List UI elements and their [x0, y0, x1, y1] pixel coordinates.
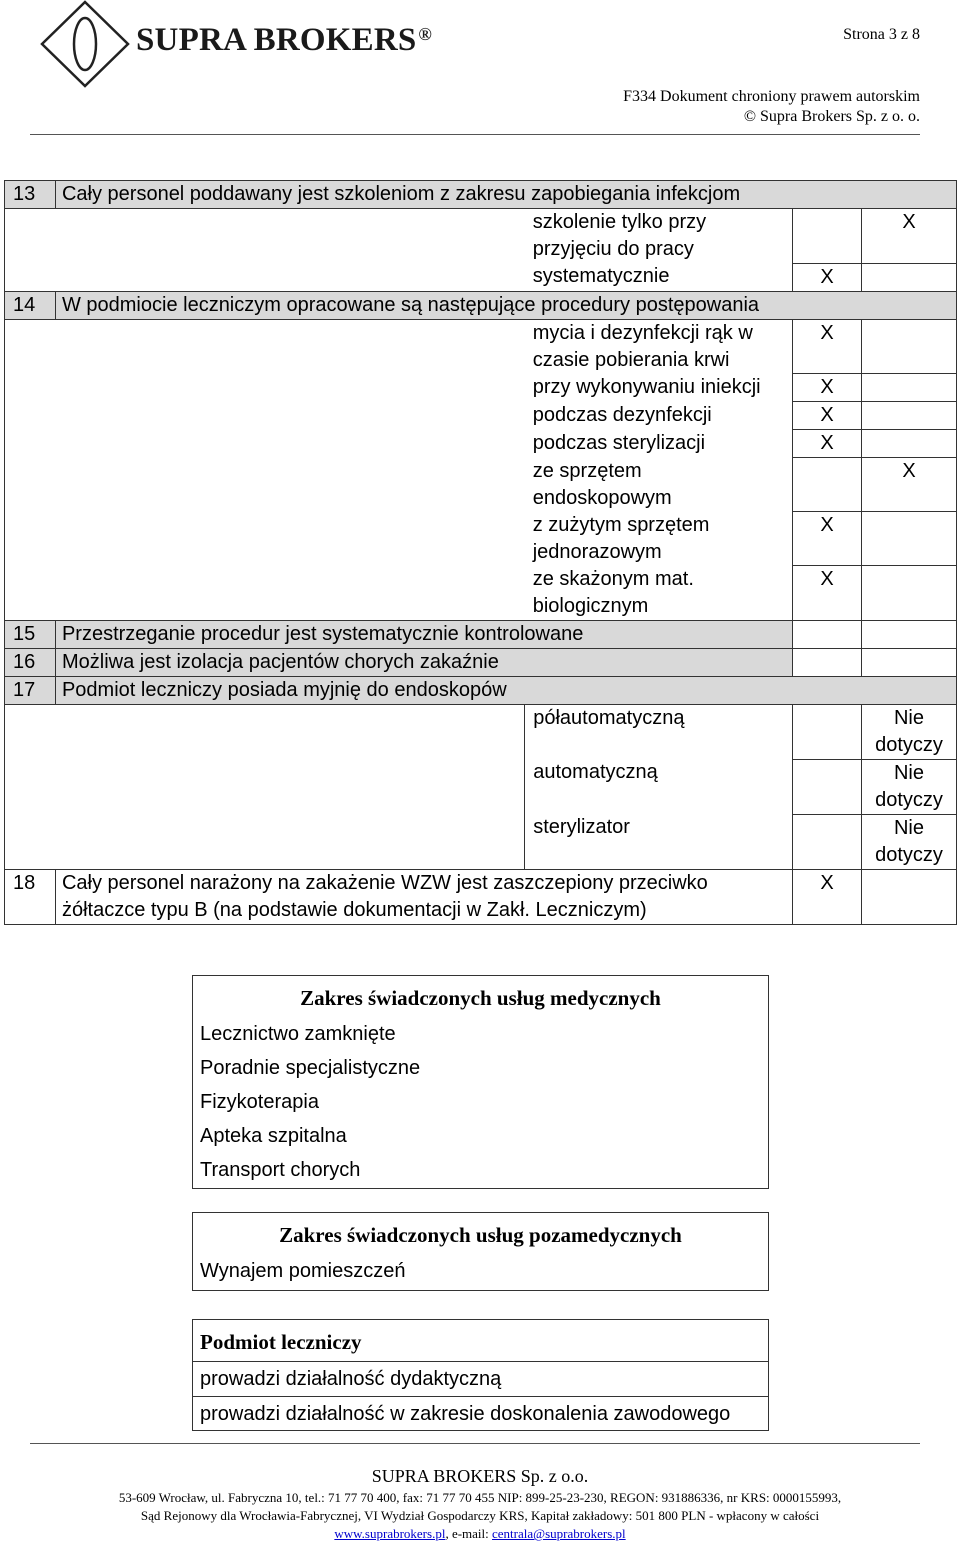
- option-row: [5, 209, 957, 264]
- answer-cell: [793, 648, 862, 676]
- email-label: , e-mail:: [445, 1526, 493, 1541]
- email-link[interactable]: centrala@suprabrokers.pl: [492, 1526, 626, 1541]
- option-label: podczas dezynfekcji: [525, 402, 793, 430]
- answer-cell: X: [793, 319, 862, 374]
- question-number: 18: [5, 869, 56, 924]
- question-text: Cały personel narażony na zakażenie WZW jest zaszczepiony przeciwko żółtaczce typu B (na podstawie dokumentacji w Zakł. Leczniczym): [55, 869, 792, 924]
- footer-contact: [0, 1526, 960, 1542]
- entity-item: prowadzi działalność dydaktyczną: [193, 1361, 768, 1396]
- footer-address: 53-609 Wrocław, ul. Fabryczna 10, tel.: 71 77 70 400, fax: 71 77 70 455 NIP: 899-25-23-230, REGON: 931886336, nr KRS: 0000155993,: [118, 1490, 842, 1505]
- option-row: [5, 263, 957, 291]
- registered-mark: ®: [418, 24, 433, 44]
- answer-cell: [861, 620, 956, 648]
- answer-cell: X: [793, 374, 862, 402]
- answer-cell: X: [861, 209, 956, 264]
- footer-divider: [30, 1443, 920, 1444]
- medical-service-item: Transport chorych: [200, 1159, 361, 1181]
- option-label: systematycznie: [525, 263, 793, 291]
- option-label: szkolenie tylko przy przyjęciu do pracy: [525, 209, 793, 264]
- header-divider: [30, 134, 920, 135]
- answer-cell: X: [793, 263, 862, 291]
- answer-cell: [861, 869, 956, 924]
- question-text: Cały personel poddawany jest szkoleniom z zakresu zapobiegania infekcjom: [55, 181, 956, 209]
- entity-item: prowadzi działalność w zakresie doskonalenia zawodowego: [193, 1396, 768, 1431]
- question-number: 14: [5, 291, 56, 319]
- question-row-14: [5, 291, 957, 319]
- answer-cell: X: [793, 869, 862, 924]
- option-label: z zużytym sprzętem jednorazowym: [525, 512, 793, 566]
- option-label: automatyczną: [525, 759, 793, 814]
- option-label: ze sprzętem endoskopowym: [525, 458, 793, 512]
- question-text: Możliwa jest izolacja pacjentów chorych zakaźnie: [55, 648, 792, 676]
- option-label: przy wykonywaniu iniekcji: [525, 374, 793, 402]
- question-text: W podmiocie leczniczym opracowane są następujące procedury postępowania: [55, 291, 956, 319]
- question-text: Podmiot leczniczy posiada myjnię do endoskopów: [55, 676, 956, 704]
- nonmedical-services-title: Zakres świadczonych usług pozamedycznych: [279, 1223, 682, 1247]
- answer-cell: [861, 648, 956, 676]
- question-row-18: [5, 869, 957, 924]
- answer-cell: X: [793, 430, 862, 458]
- website-link[interactable]: www.suprabrokers.pl: [334, 1526, 446, 1541]
- option-row: [5, 566, 957, 621]
- answer-cell: X: [793, 566, 862, 621]
- question-row-16: [5, 648, 957, 676]
- question-number: 15: [5, 620, 56, 648]
- option-row: [5, 704, 957, 759]
- option-row: [5, 458, 957, 512]
- answer-cell: [793, 759, 862, 814]
- option-row: [5, 374, 957, 402]
- answer-cell: [793, 620, 862, 648]
- option-row: [5, 814, 957, 869]
- answer-cell: Nie dotyczy: [861, 814, 956, 869]
- medical-service-item: Lecznictwo zamknięte: [200, 1023, 396, 1045]
- footer-court: Sąd Rejonowy dla Wrocławia-Fabrycznej, VI Wydział Gospodarczy KRS, Kapitał zakładowy: 501 800 PLN - wpłacony w całości: [140, 1508, 820, 1523]
- question-number: 16: [5, 648, 56, 676]
- question-number: 13: [5, 181, 56, 209]
- medical-service-item: Fizykoterapia: [200, 1091, 319, 1113]
- option-label: sterylizator: [525, 814, 793, 869]
- answer-cell: X: [793, 402, 862, 430]
- option-row: [5, 430, 957, 458]
- answer-cell: [861, 430, 956, 458]
- document-notice: F334 Dokument chroniony prawem autorskim: [623, 88, 920, 105]
- answer-cell: [793, 704, 862, 759]
- answer-cell: [861, 566, 956, 621]
- option-row: [5, 759, 957, 814]
- footer-company: SUPRA BROKERS Sp. z o.o.: [371, 1466, 589, 1486]
- answer-cell: Nie dotyczy: [861, 759, 956, 814]
- option-label: podczas sterylizacji: [525, 430, 793, 458]
- answer-cell: Nie dotyczy: [861, 704, 956, 759]
- medical-service-item: Apteka szpitalna: [200, 1125, 347, 1147]
- nonmedical-service-item: Wynajem pomieszczeń: [200, 1260, 406, 1282]
- medical-service-item: Poradnie specjalistyczne: [200, 1057, 421, 1079]
- option-row: [5, 402, 957, 430]
- brand-name: SUPRA BROKERS ®: [136, 22, 433, 58]
- entity-title: Podmiot leczniczy: [200, 1330, 362, 1354]
- question-row-15: [5, 620, 957, 648]
- question-row-17: [5, 676, 957, 704]
- answer-cell: X: [861, 458, 956, 512]
- answer-cell: [793, 458, 862, 512]
- question-text: Przestrzeganie procedur jest systematycznie kontrolowane: [55, 620, 792, 648]
- option-label: półautomatyczną: [525, 704, 793, 759]
- option-row: [5, 319, 957, 374]
- questionnaire-table: [4, 180, 957, 925]
- copyright: © Supra Brokers Sp. z o. o.: [743, 108, 920, 125]
- question-number: 17: [5, 676, 56, 704]
- medical-services-title: Zakres świadczonych usług medycznych: [300, 986, 661, 1010]
- answer-cell: [793, 209, 862, 264]
- question-row-13: [5, 181, 957, 209]
- answer-cell: [861, 402, 956, 430]
- answer-cell: [793, 814, 862, 869]
- option-label: mycia i dezynfekcji rąk w czasie pobierania krwi: [525, 319, 793, 374]
- answer-cell: [861, 263, 956, 291]
- entity-box: [192, 1319, 769, 1431]
- page-number: Strona 3 z 8: [843, 26, 920, 43]
- medical-services-box: [192, 975, 769, 1189]
- option-label: ze skażonym mat. biologicznym: [525, 566, 793, 621]
- logo: [40, 0, 130, 88]
- option-row: [5, 512, 957, 566]
- answer-cell: X: [793, 512, 862, 566]
- answer-cell: [861, 374, 956, 402]
- answer-cell: [861, 512, 956, 566]
- answer-cell: [861, 319, 956, 374]
- nonmedical-services-box: [192, 1212, 769, 1291]
